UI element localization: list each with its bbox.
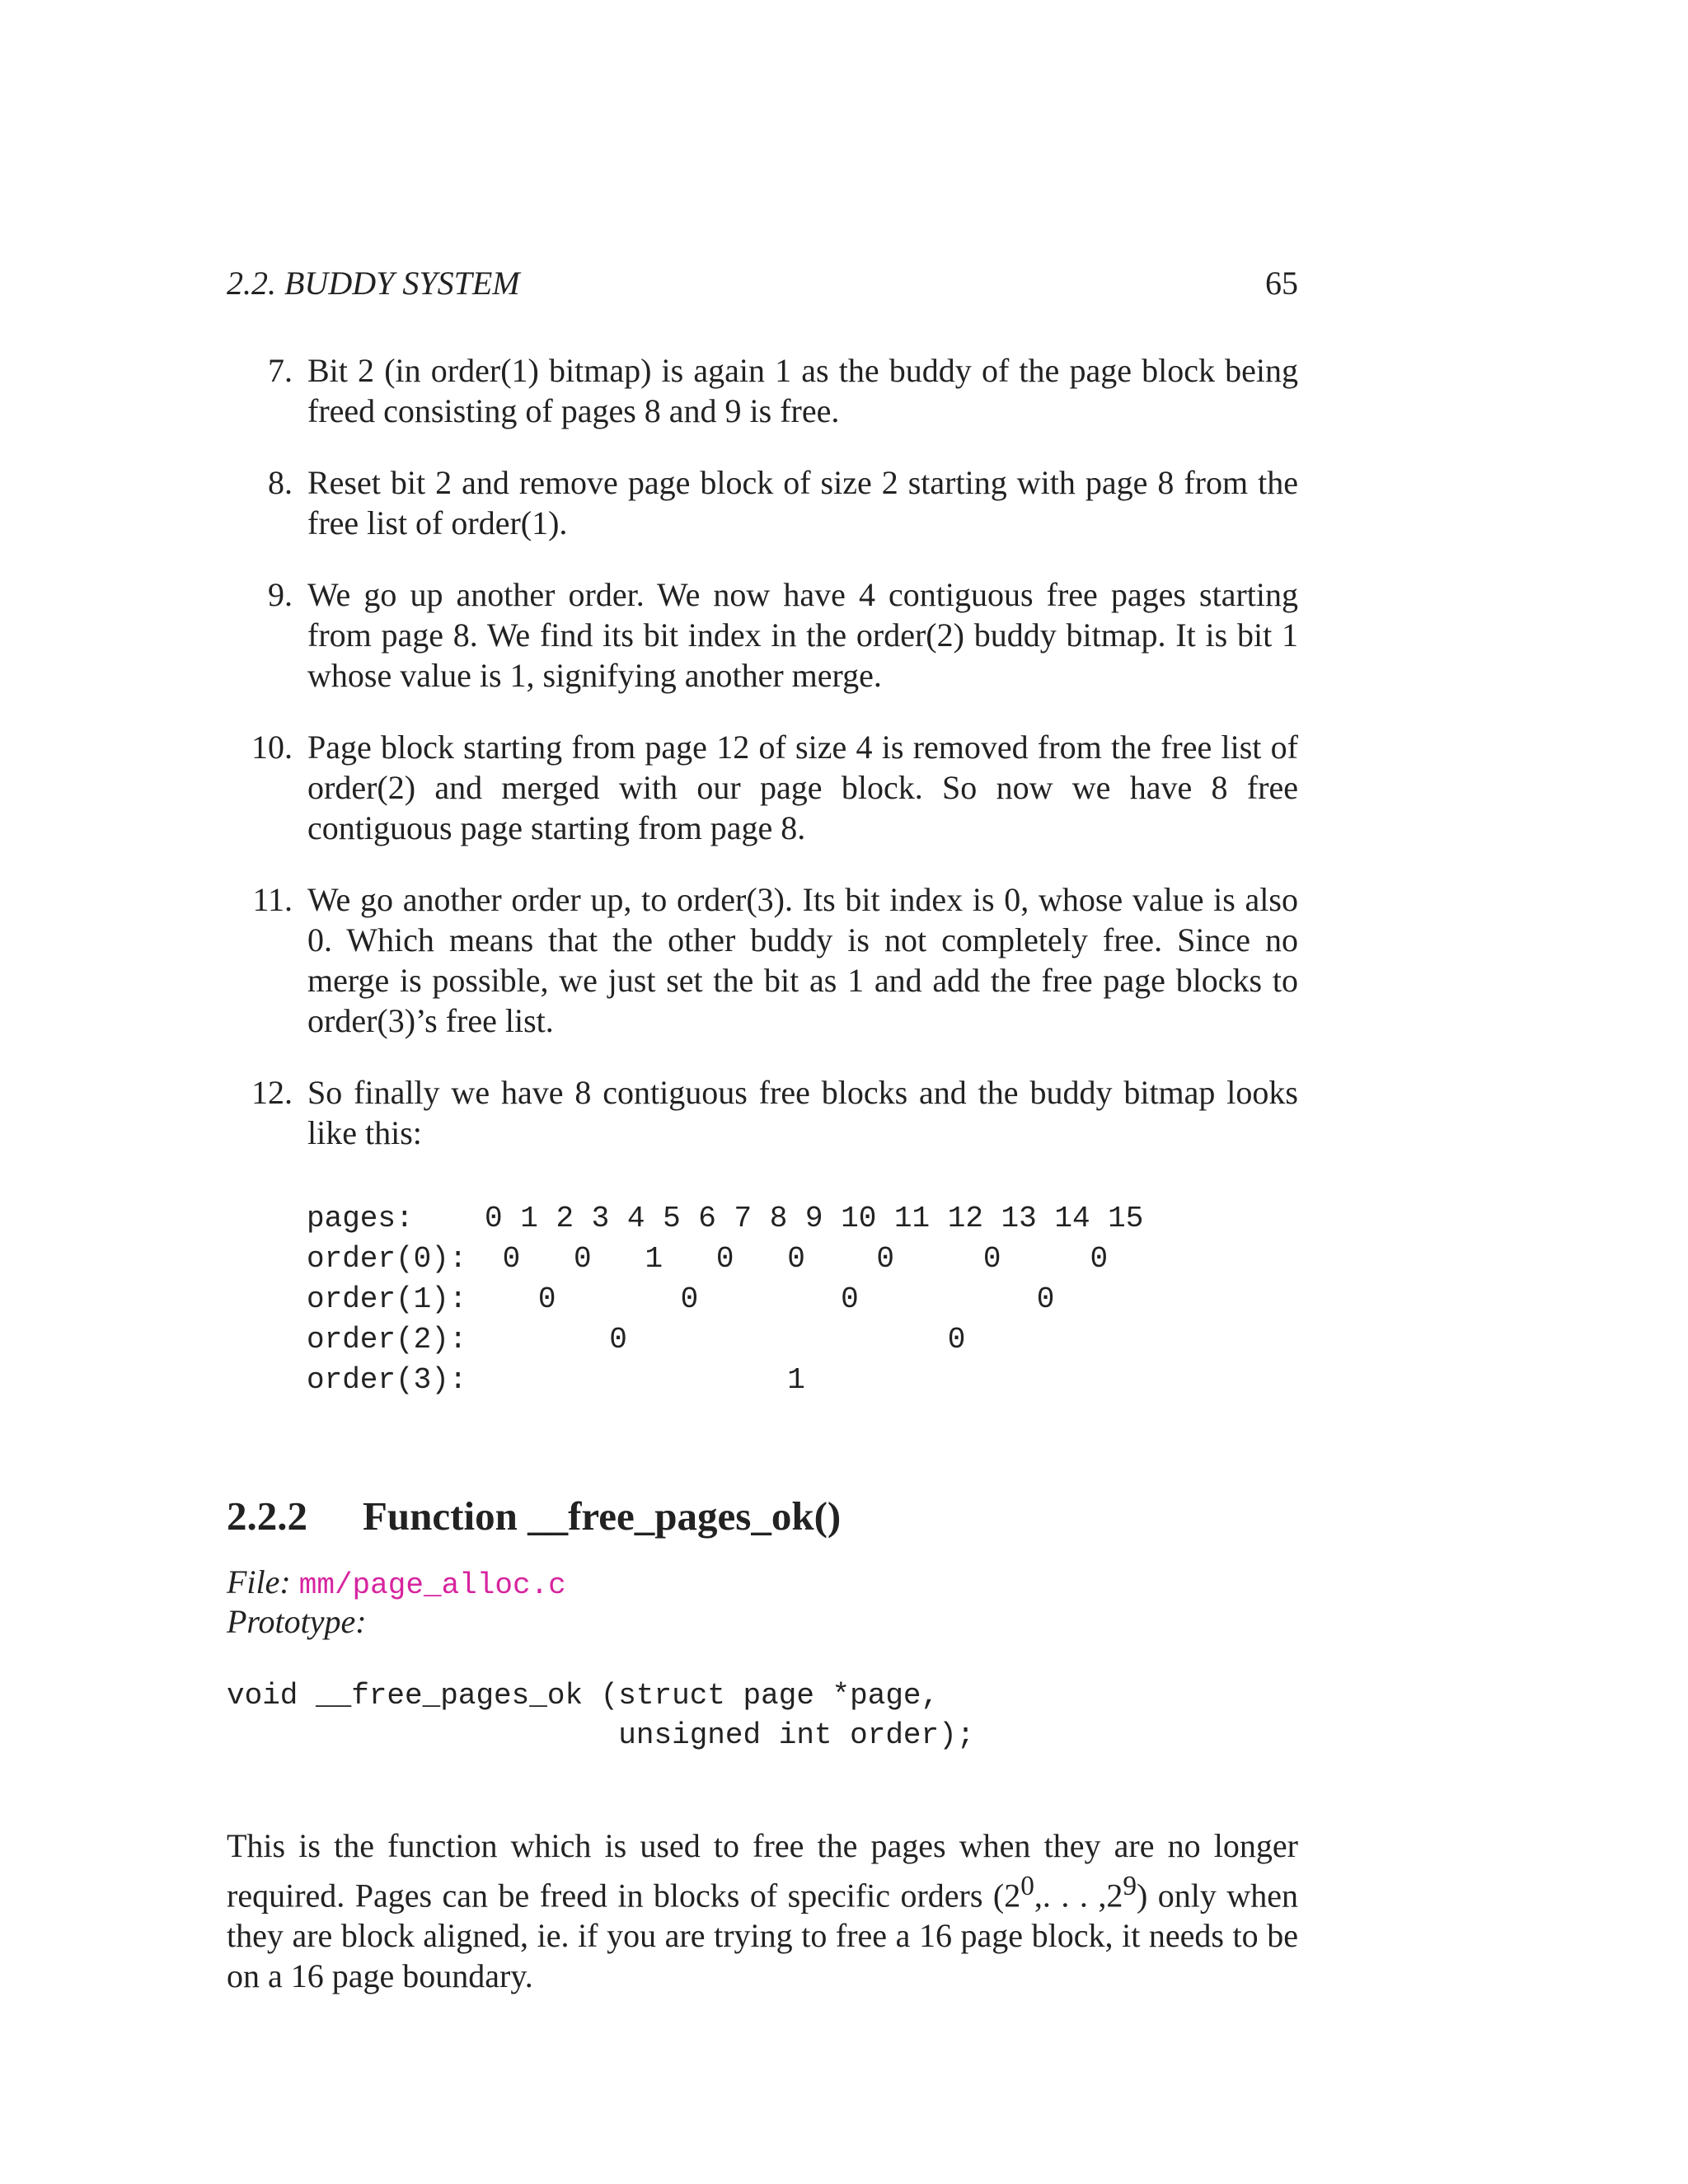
steps-list bbox=[227, 350, 1298, 1184]
prototype-code: void __free_pages_ok (struct page *page, unsigned int order); bbox=[227, 1679, 975, 1752]
list-item-text: Page block starting from page 12 of size 4 is removed from the free list of order(2) and merged with our page block. So now we have 8 free contiguous page starting from page 8. bbox=[307, 729, 1298, 846]
list-item bbox=[227, 462, 1298, 543]
list-marker: 12. bbox=[251, 1074, 293, 1111]
header-section-title: 2.2. BUDDY SYSTEM bbox=[227, 265, 520, 302]
file-path-link[interactable]: mm/page_alloc.c bbox=[298, 1568, 566, 1602]
prototype-line bbox=[227, 1602, 367, 1642]
list-marker: 8. bbox=[268, 464, 293, 501]
list-item-text: We go another order up, to order(3). Its bit index is 0, whose value is also 0. Which means that the other buddy is not completely free. Since no merge is possible, we just set the bit as 1 and add the free page blocks to order(3)’s free list. bbox=[307, 881, 1298, 1039]
section-heading bbox=[227, 1492, 841, 1541]
list-item bbox=[227, 574, 1298, 696]
running-header bbox=[227, 264, 1298, 303]
section-number: 2.2.2 bbox=[227, 1493, 307, 1539]
list-item bbox=[227, 727, 1298, 848]
list-item-text: So finally we have 8 contiguous free blocks and the buddy bitmap looks like this: bbox=[307, 1074, 1298, 1151]
prototype-label: Prototype: bbox=[227, 1603, 367, 1640]
file-line bbox=[227, 1563, 566, 1605]
section-title-text: Function __free_pages_ok() bbox=[363, 1493, 842, 1539]
list-item-text: Reset bit 2 and remove page block of size 2 starting with page 8 from the free list of order(1). bbox=[307, 464, 1298, 541]
paragraph-after: ) only when they are block aligned, ie. if you are trying to free a 16 page block, it needs to be on a 16 page boundary. bbox=[227, 1877, 1299, 1995]
list-marker: 9. bbox=[268, 576, 293, 613]
paragraph-middle: ,. . . ,2 bbox=[1034, 1877, 1123, 1915]
list-item bbox=[227, 879, 1298, 1041]
buddy-bitmap-listing: pages: 0 1 2 3 4 5 6 7 8 9 10 11 12 13 14 15 order(0): 0 0 1 0 0 0 0 0 order(1): 0 0 0 0 order(2): 0 0 order(3): 1 bbox=[307, 1202, 1144, 1397]
list-item bbox=[227, 1072, 1298, 1153]
page-number: 65 bbox=[1265, 265, 1298, 302]
list-item bbox=[227, 350, 1298, 431]
superscript-nine: 9 bbox=[1123, 1871, 1137, 1901]
superscript-zero: 0 bbox=[1020, 1871, 1034, 1901]
list-item-text: We go up another order. We now have 4 contiguous free pages starting from page 8. We find its bit index in the order(2) buddy bitmap. It is bit 1 whose value is 1, signifying another merge. bbox=[307, 576, 1298, 694]
paragraph-before: This is the function which is used to free the pages when they are no longer required. Pages can be freed in blocks of specific orders (2 bbox=[227, 1827, 1298, 1915]
list-marker: 7. bbox=[268, 352, 293, 389]
file-label: File: bbox=[227, 1563, 291, 1601]
list-marker: 11. bbox=[252, 881, 293, 918]
body-paragraph bbox=[227, 1825, 1298, 1996]
list-marker: 10. bbox=[251, 729, 293, 766]
list-item-text: Bit 2 (in order(1) bitmap) is again 1 as the buddy of the page block being freed consisting of pages 8 and 9 is free. bbox=[307, 352, 1298, 429]
